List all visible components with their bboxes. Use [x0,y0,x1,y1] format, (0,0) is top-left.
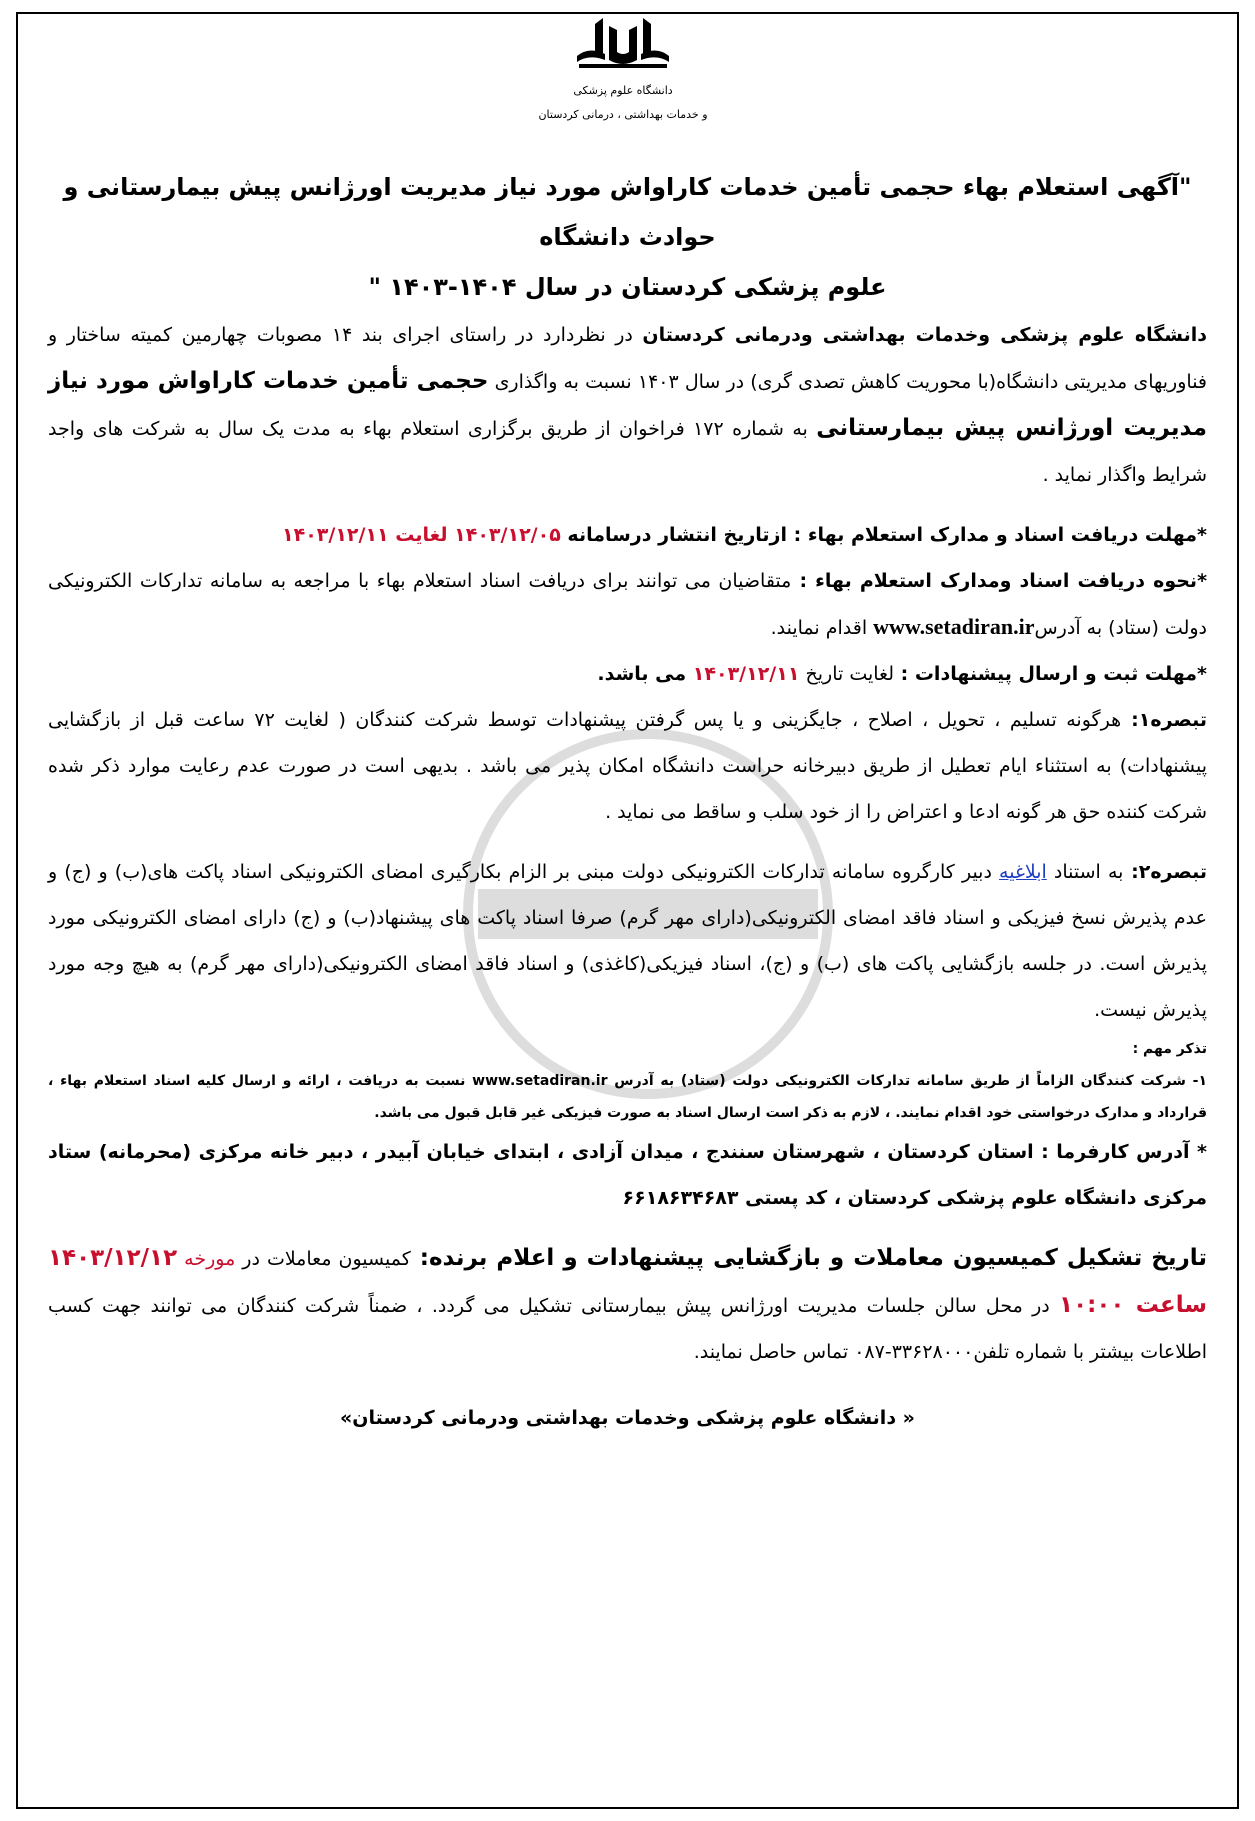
title-line-2: علوم پزشکی کردستان در سال ۱۴۰۴-۱۴۰۳ " [368,273,887,301]
submit-deadline-label: *مهلت ثبت و ارسال پیشنهادات : [894,663,1207,685]
note-1-text: هرگونه تسلیم ، تحویل ، اصلاح ، جایگزینی و یا پس گرفتن پیشنهادات توسط شرکت کنندگان ( لغایت ۷۲ ساعت قبل از بازگشایی پیشنهادات) به استثناء ایام تعطیل از طریق دبیرخانه حراست دانشگاه امکان پذیر می باشد . بدیهی است در صورت عدم رعایت موارد ذکر شده شرکت کننده حق هر گونه ادعا و اعتراض را از خود سلب و ساقط می نماید . [48,709,1207,823]
intro-paragraph [48,312,1207,498]
receive-method-end: اقدام نمایند. [770,617,874,639]
footer-signature: « دانشگاه علوم پزشکی وخدمات بهداشتی ودرمانی کردستان» [340,1407,915,1429]
commission-text-2: در محل سالن جلسات مدیریت اورژانس پیش بیمارستانی تشکیل می گردد. ، ضمناً شرکت کنندگان می توانند جهت کسب اطلاعات بیشتر با شماره تلفن۳۳۶۲۸۰۰۰-۰۸۷ تماس حاصل نمایند. [48,1295,1207,1363]
university-logo-icon [575,14,671,76]
docs-deadline [48,512,1207,558]
commission-date-label: مورخه [177,1248,236,1270]
reminder-title: تذکر مهم : [1132,1041,1207,1057]
submit-deadline-date: ۱۴۰۳/۱۲/۱۱ [692,663,800,685]
header [18,14,1237,144]
document-body [48,162,1207,1429]
receive-method-text: متقاضیان می توانند برای دریافت اسناد استعلام بهاء با مراجعه به سامانه تدارکات الکترونیکی دولت (ستاد) به آدرس [48,570,1207,639]
note-2-label: تبصره۲: [1123,861,1207,883]
commission-time: ۱۰:۰۰ [1059,1292,1125,1318]
intro-text-1: در نظردارد در راستای اجرای بند ۱۴ مصوبات چهارمین کمیته ساختار و فناوریهای مدیریتی دانشگاه(با محوریت کاهش تصدی گری) در سال ۱۴۰۳ نسبت به واگذاری [48,324,1208,393]
commission-label: تاریخ تشکیل کمیسیون معاملات و بازگشایی پیشنهادات و اعلام برنده: [410,1245,1207,1271]
page-title [48,162,1207,312]
title-line-1: "آگهی استعلام بهاء حجمی تأمین خدمات کاراواش مورد نیاز مدیریت اورژانس پیش بیمارستانی و حوادث دانشگاه [63,173,1192,251]
reminder-text: ۱- شرکت کنندگان الزاماً از طریق سامانه تدارکات الکترونیکی دولت (ستاد) به آدرس www.setadiran.ir نسبت به دریافت ، ارائه و ارسال کلیه اسناد استعلام بهاء ، قرارداد و مدارک درخواستی خود اقدام نمایند. ، لازم به ذکر است ارسال اسناد به صورت فیزیکی غیر قابل قبول می باشد. [48,1073,1207,1121]
note-2-pre: به استناد [1046,861,1124,883]
university-name: دانشگاه علوم پزشکی [573,84,673,97]
commission-text-1: کمیسیون معاملات در [235,1248,411,1270]
note-2 [48,849,1207,1033]
receive-method [48,558,1207,651]
docs-date-to: ۱۴۰۳/۱۲/۱۱ [282,524,389,546]
setadiran-url: www.setadiran.ir [873,614,1035,639]
employer-address: * آدرس کارفرما : استان کردستان ، شهرستان سنندج ، میدان آزادی ، ابتدای خیابان آبیدر ، دبیر خانه مرکزی (محرمانه) ستاد مرکزی دانشگاه علوم پزشکی کردستان ، کد پستی ۶۶۱۸۶۳۴۶۸۳ [48,1141,1207,1209]
university-subtitle: و خدمات بهداشتی ، درمانی کردستان [538,108,708,121]
document-frame [16,12,1239,1809]
notice-link[interactable]: ابلاغیه [999,861,1047,883]
docs-date-from: ۱۴۰۳/۱۲/۰۵ [454,524,568,546]
intro-text-2: به شماره ۱۷۲ فراخوان از طریق برگزاری استعلام بهاء به مدت یک سال به شرکت های واجد شرایط واگذار نماید . [48,418,1207,486]
commission-info [48,1235,1207,1375]
intro-org: دانشگاه علوم پزشکی وخدمات بهداشتی ودرمانی کردستان [642,324,1208,346]
intro-service: حجمی تأمین خدمات کاراواش مورد نیاز مدیریت اورژانس پیش بیمارستانی [48,368,1208,441]
docs-until: لغایت [388,524,455,546]
docs-deadline-label: *مهلت دریافت اسناد و مدارک استعلام بهاء : ازتاریخ انتشار درسامانه [567,524,1207,546]
note-1-label: تبصره۱: [1121,709,1208,731]
submit-deadline-pre: لغایت تاریخ [799,663,895,685]
note-2-text: دبیر کارگروه سامانه تدارکات الکترونیکی دولت مبنی بر الزام بکارگیری امضای الکترونیکی اسناد پاکت های(ب) و (ج) و عدم پذیرش نسخ فیزیکی و اسناد فاقد امضای الکترونیکی(دارای مهر گرم) صرفا اسناد پاکت های پیشنهاد(ب) و (ج) دارای امضای الکترونیکی مورد پذیرش است. در جلسه بازگشایی پاکت های (ب) و (ج)، اسناد فیزیکی(کاغذی) و اسناد فاقد امضای الکترونیکی(دارای مهر گرم) به هیچ وجه مورد پذیرش نیست. [48,861,1207,1021]
note-1 [48,697,1207,835]
commission-date: ۱۴۰۳/۱۲/۱۲ [48,1245,178,1271]
submit-deadline-post: می باشد. [597,663,693,685]
receive-method-label: *نحوه دریافت اسناد ومدارک استعلام بهاء : [791,570,1208,592]
submit-deadline [48,651,1207,697]
commission-time-label: ساعت [1124,1292,1208,1318]
